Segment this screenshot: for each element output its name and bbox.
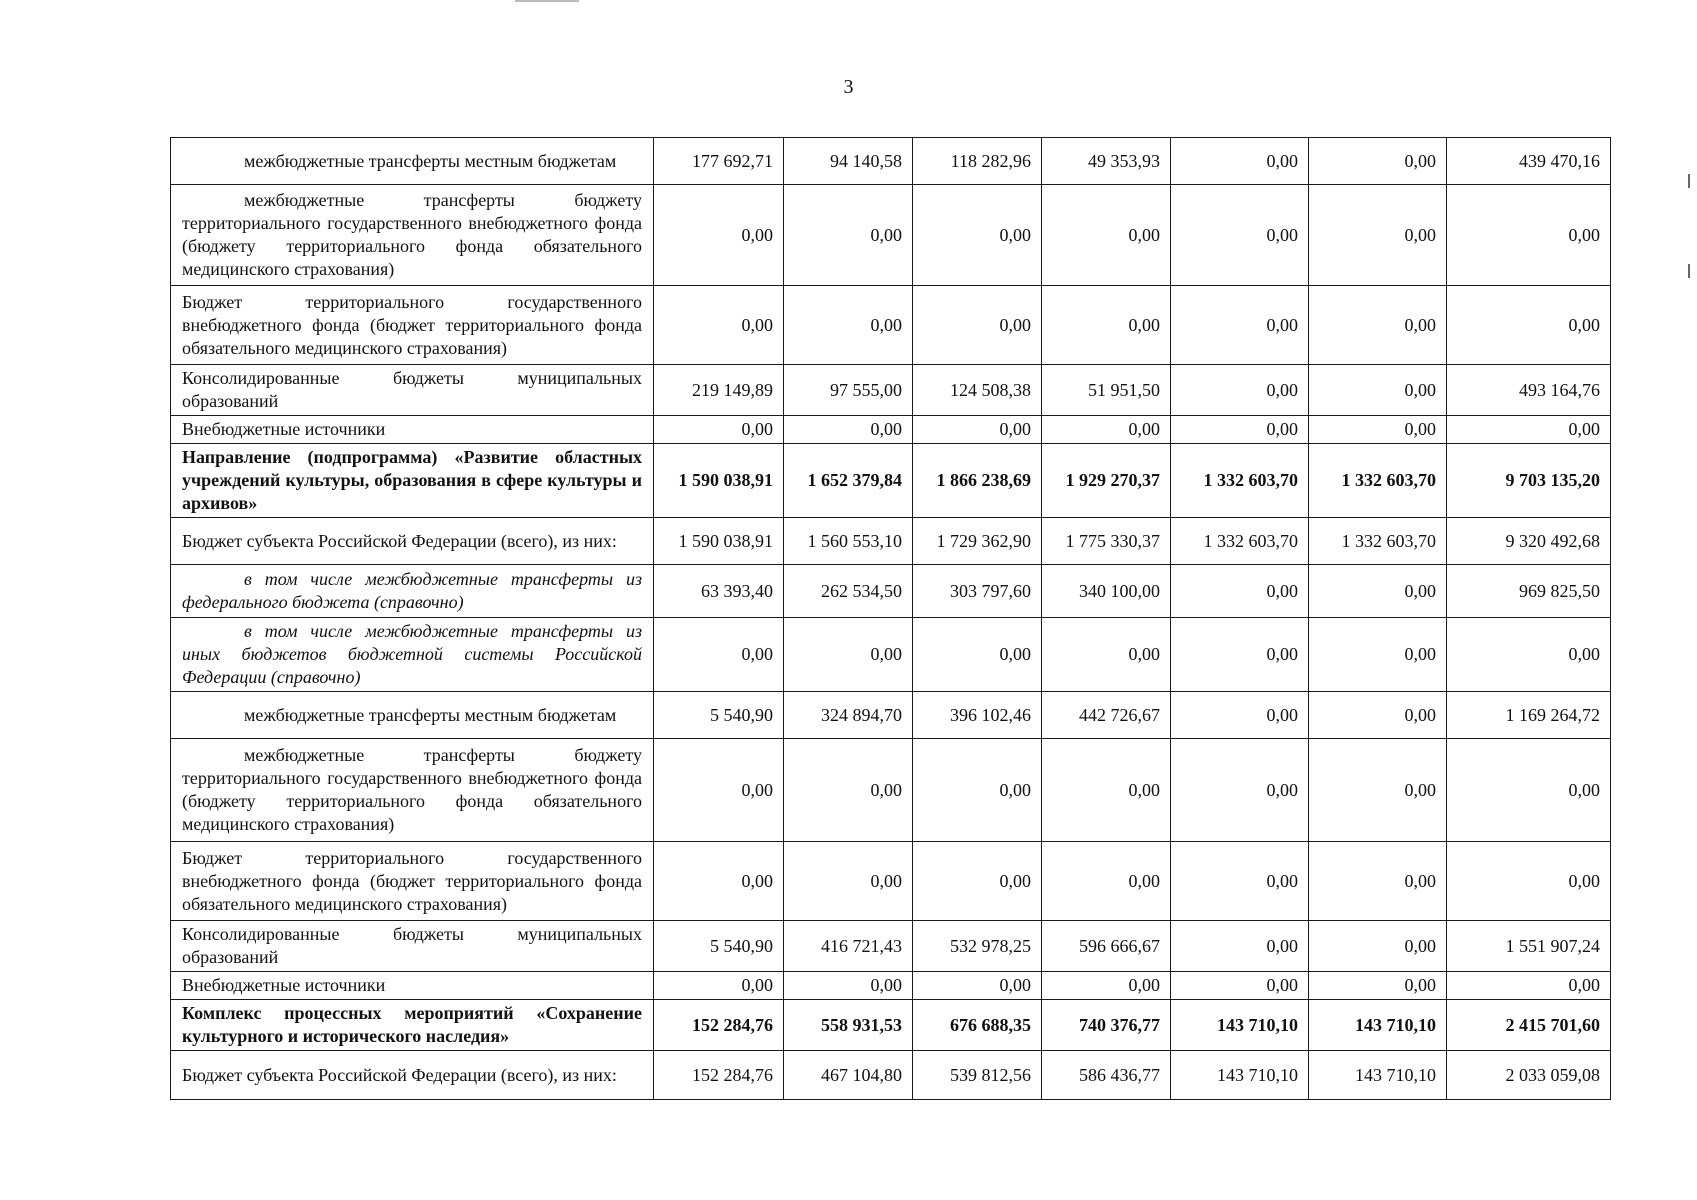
- row-label: в том числе межбюджетные трансферты из федерального бюджета (справочно): [171, 565, 654, 618]
- row-year-value: 63 393,40: [654, 565, 784, 618]
- table-row: [171, 565, 1611, 618]
- budget-table: [170, 137, 1611, 1100]
- row-total-value: 969 825,50: [1447, 565, 1611, 618]
- row-year-value: 0,00: [784, 842, 913, 921]
- row-total-value: 9 703 135,20: [1447, 444, 1611, 518]
- row-year-value: 324 894,70: [784, 692, 913, 739]
- row-year-value: 0,00: [1309, 692, 1447, 739]
- row-year-value: 0,00: [1171, 692, 1309, 739]
- row-year-value: 97 555,00: [784, 365, 913, 416]
- row-year-value: 0,00: [1309, 618, 1447, 692]
- row-year-value: 0,00: [1309, 921, 1447, 972]
- row-total-value: 0,00: [1447, 416, 1611, 444]
- table-row: [171, 444, 1611, 518]
- row-year-value: 0,00: [1042, 618, 1171, 692]
- row-total-value: 493 164,76: [1447, 365, 1611, 416]
- row-label: Бюджет территориального государственного внебюджетного фонда (бюджет территориального фонда обязательного медицинского страхования): [171, 842, 654, 921]
- table-row: [171, 739, 1611, 842]
- row-label: Консолидированные бюджеты муниципальных образований: [171, 921, 654, 972]
- row-year-value: 0,00: [784, 972, 913, 1000]
- table-row: [171, 138, 1611, 185]
- row-year-value: 1 929 270,37: [1042, 444, 1171, 518]
- row-year-value: 262 534,50: [784, 565, 913, 618]
- row-year-value: 0,00: [654, 416, 784, 444]
- row-year-value: 5 540,90: [654, 692, 784, 739]
- row-year-value: 586 436,77: [1042, 1051, 1171, 1100]
- row-year-value: 1 652 379,84: [784, 444, 913, 518]
- row-label: Бюджет субъекта Российской Федерации (всего), из них:: [171, 518, 654, 565]
- row-year-value: 0,00: [654, 972, 784, 1000]
- row-year-value: 1 590 038,91: [654, 518, 784, 565]
- row-year-value: 303 797,60: [913, 565, 1042, 618]
- row-year-value: 0,00: [784, 618, 913, 692]
- table-row: [171, 1000, 1611, 1051]
- row-year-value: 0,00: [1171, 739, 1309, 842]
- row-year-value: 442 726,67: [1042, 692, 1171, 739]
- row-year-value: 0,00: [1171, 286, 1309, 365]
- row-year-value: 0,00: [1309, 365, 1447, 416]
- table-row: [171, 185, 1611, 286]
- row-year-value: 0,00: [1042, 416, 1171, 444]
- row-year-value: 143 710,10: [1171, 1051, 1309, 1100]
- table-row: [171, 365, 1611, 416]
- row-year-value: 1 332 603,70: [1171, 444, 1309, 518]
- table-row: [171, 518, 1611, 565]
- row-year-value: 0,00: [784, 416, 913, 444]
- row-year-value: 143 710,10: [1309, 1000, 1447, 1051]
- page-number: 3: [843, 76, 854, 98]
- row-year-value: 0,00: [784, 286, 913, 365]
- row-year-value: 0,00: [913, 842, 1042, 921]
- row-total-value: 9 320 492,68: [1447, 518, 1611, 565]
- row-year-value: 396 102,46: [913, 692, 1042, 739]
- row-year-value: 0,00: [1171, 972, 1309, 1000]
- row-year-value: 1 332 603,70: [1309, 518, 1447, 565]
- row-label: межбюджетные трансферты бюджету территориального государственного внебюджетного фонда (бюджету территориального фонда обязательного медицинского страхования): [171, 739, 654, 842]
- row-year-value: 51 951,50: [1042, 365, 1171, 416]
- row-year-value: 1 775 330,37: [1042, 518, 1171, 565]
- table-row: [171, 692, 1611, 739]
- row-year-value: 1 866 238,69: [913, 444, 1042, 518]
- table-row: [171, 1051, 1611, 1100]
- row-year-value: 49 353,93: [1042, 138, 1171, 185]
- margin-mark: [1688, 264, 1690, 278]
- row-year-value: 0,00: [1042, 286, 1171, 365]
- row-total-value: 2 415 701,60: [1447, 1000, 1611, 1051]
- row-label: Бюджет территориального государственного внебюджетного фонда (бюджет территориального фонда обязательного медицинского страхования): [171, 286, 654, 365]
- row-year-value: 0,00: [784, 739, 913, 842]
- row-year-value: 532 978,25: [913, 921, 1042, 972]
- row-year-value: 1 332 603,70: [1171, 518, 1309, 565]
- row-year-value: 558 931,53: [784, 1000, 913, 1051]
- table-row: [171, 286, 1611, 365]
- row-year-value: 0,00: [1309, 286, 1447, 365]
- row-year-value: 124 508,38: [913, 365, 1042, 416]
- row-year-value: 1 332 603,70: [1309, 444, 1447, 518]
- row-year-value: 0,00: [1171, 842, 1309, 921]
- row-year-value: 0,00: [1309, 972, 1447, 1000]
- row-year-value: 467 104,80: [784, 1051, 913, 1100]
- row-year-value: 0,00: [1171, 565, 1309, 618]
- row-year-value: 539 812,56: [913, 1051, 1042, 1100]
- row-year-value: 152 284,76: [654, 1000, 784, 1051]
- row-year-value: 94 140,58: [784, 138, 913, 185]
- row-year-value: 0,00: [654, 842, 784, 921]
- row-year-value: 0,00: [654, 739, 784, 842]
- row-year-value: 0,00: [1042, 739, 1171, 842]
- row-year-value: 0,00: [1042, 842, 1171, 921]
- row-year-value: 1 560 553,10: [784, 518, 913, 565]
- row-label: Консолидированные бюджеты муниципальных образований: [171, 365, 654, 416]
- row-year-value: 0,00: [1171, 365, 1309, 416]
- row-year-value: 0,00: [1171, 921, 1309, 972]
- table-row: [171, 416, 1611, 444]
- table-row: [171, 972, 1611, 1000]
- row-year-value: 0,00: [1309, 565, 1447, 618]
- row-year-value: 0,00: [1171, 185, 1309, 286]
- row-label: Комплекс процессных мероприятий «Сохранение культурного и исторического наследия»: [171, 1000, 654, 1051]
- row-year-value: 0,00: [1309, 842, 1447, 921]
- row-year-value: 676 688,35: [913, 1000, 1042, 1051]
- row-year-value: 118 282,96: [913, 138, 1042, 185]
- table-row: [171, 618, 1611, 692]
- row-total-value: 1 169 264,72: [1447, 692, 1611, 739]
- row-year-value: 0,00: [913, 416, 1042, 444]
- row-year-value: 0,00: [913, 286, 1042, 365]
- row-year-value: 0,00: [654, 185, 784, 286]
- row-label: Внебюджетные источники: [171, 416, 654, 444]
- row-label: межбюджетные трансферты бюджету территориального государственного внебюджетного фонда (бюджету территориального фонда обязательного медицинского страхования): [171, 185, 654, 286]
- row-year-value: 0,00: [1309, 416, 1447, 444]
- row-year-value: 0,00: [1042, 972, 1171, 1000]
- row-year-value: 0,00: [654, 618, 784, 692]
- row-year-value: 1 590 038,91: [654, 444, 784, 518]
- row-year-value: 0,00: [913, 739, 1042, 842]
- row-total-value: 0,00: [1447, 286, 1611, 365]
- row-year-value: 143 710,10: [1171, 1000, 1309, 1051]
- row-year-value: 177 692,71: [654, 138, 784, 185]
- row-year-value: 0,00: [784, 185, 913, 286]
- row-year-value: 152 284,76: [654, 1051, 784, 1100]
- row-year-value: 740 376,77: [1042, 1000, 1171, 1051]
- row-year-value: 5 540,90: [654, 921, 784, 972]
- row-year-value: 0,00: [1171, 138, 1309, 185]
- row-year-value: 416 721,43: [784, 921, 913, 972]
- row-year-value: 0,00: [1309, 739, 1447, 842]
- row-year-value: 143 710,10: [1309, 1051, 1447, 1100]
- row-year-value: 0,00: [1309, 138, 1447, 185]
- row-year-value: 1 729 362,90: [913, 518, 1042, 565]
- row-year-value: 0,00: [654, 286, 784, 365]
- margin-mark: [1688, 174, 1690, 188]
- row-label: Направление (подпрограмма) «Развитие областных учреждений культуры, образования в сфере культуры и архивов»: [171, 444, 654, 518]
- row-year-value: 0,00: [913, 972, 1042, 1000]
- row-label: в том числе межбюджетные трансферты из иных бюджетов бюджетной системы Российской Федерации (справочно): [171, 618, 654, 692]
- row-total-value: 0,00: [1447, 739, 1611, 842]
- row-year-value: 340 100,00: [1042, 565, 1171, 618]
- row-year-value: 0,00: [1042, 185, 1171, 286]
- table-row: [171, 842, 1611, 921]
- row-year-value: 596 666,67: [1042, 921, 1171, 972]
- row-total-value: 1 551 907,24: [1447, 921, 1611, 972]
- row-total-value: 439 470,16: [1447, 138, 1611, 185]
- row-label: межбюджетные трансферты местным бюджетам: [171, 692, 654, 739]
- row-year-value: 0,00: [1309, 185, 1447, 286]
- row-total-value: 2 033 059,08: [1447, 1051, 1611, 1100]
- row-total-value: 0,00: [1447, 972, 1611, 1000]
- top-edge-mark: [515, 0, 579, 2]
- row-total-value: 0,00: [1447, 842, 1611, 921]
- row-year-value: 219 149,89: [654, 365, 784, 416]
- row-year-value: 0,00: [1171, 416, 1309, 444]
- row-total-value: 0,00: [1447, 185, 1611, 286]
- row-label: Бюджет субъекта Российской Федерации (всего), из них:: [171, 1051, 654, 1100]
- row-year-value: 0,00: [1171, 618, 1309, 692]
- table-row: [171, 921, 1611, 972]
- row-label: Внебюджетные источники: [171, 972, 654, 1000]
- row-year-value: 0,00: [913, 618, 1042, 692]
- row-year-value: 0,00: [913, 185, 1042, 286]
- row-total-value: 0,00: [1447, 618, 1611, 692]
- row-label: межбюджетные трансферты местным бюджетам: [171, 138, 654, 185]
